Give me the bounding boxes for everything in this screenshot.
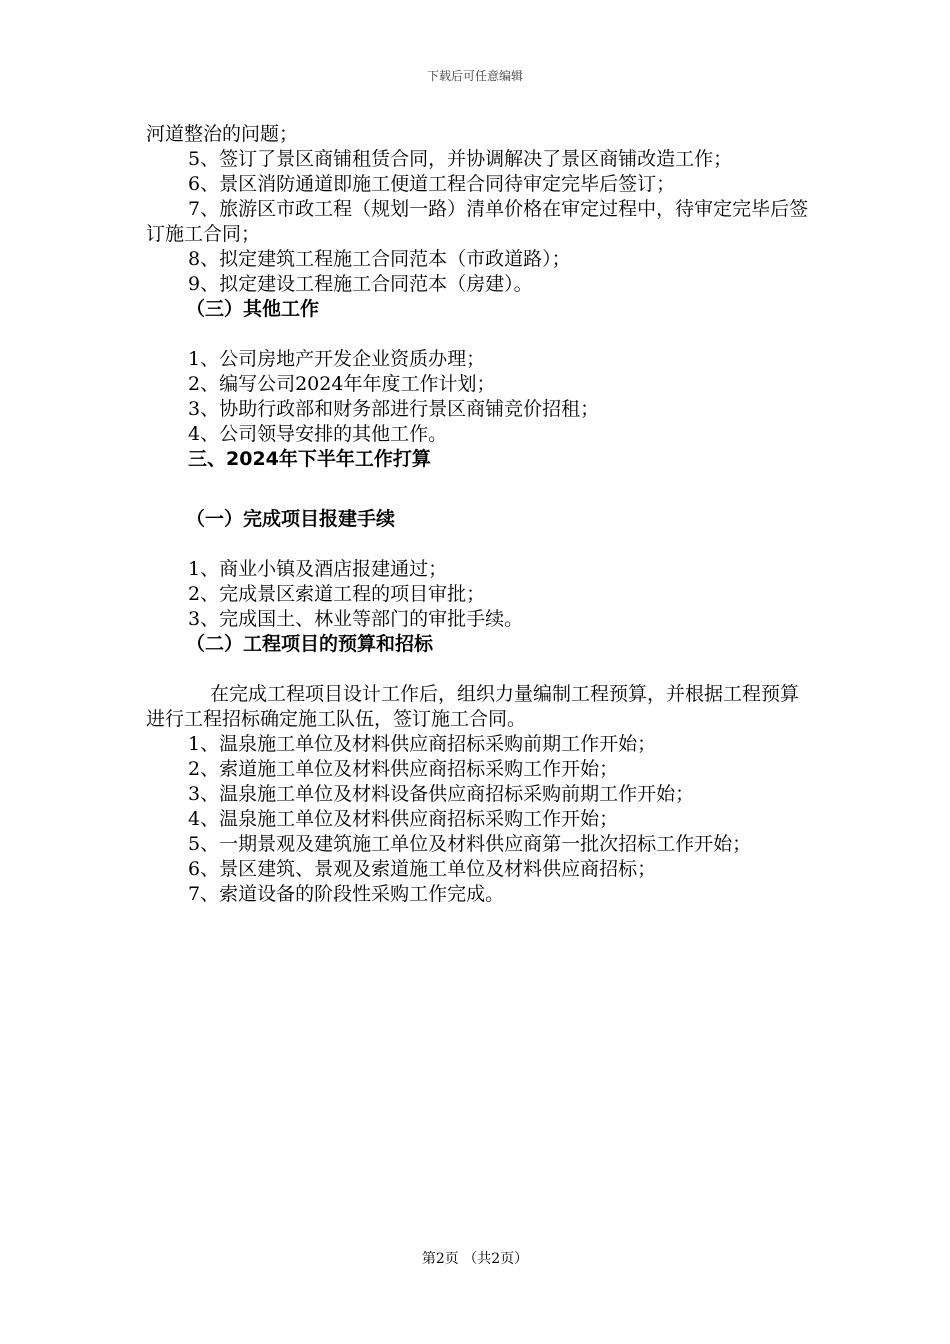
document-body [146,122,811,907]
continued-line: 河道整治的问题； [146,123,299,145]
section-heading: （一）完成项目报建手续 [186,508,396,530]
list-item: 6、景区消防通道即施工便道工程合同待审定完毕后签订； [188,173,676,195]
list-item: 1、商业小镇及酒店报建通过； [188,558,448,580]
list-item: 1、温泉施工单位及材料供应商招标采购前期工作开始； [188,733,657,755]
list-item: 5、一期景观及建筑施工单位及材料供应商第一批次招标工作开始； [188,833,752,855]
list-item: 3、协助行政部和财务部进行景区商铺竞价招租； [188,398,600,420]
list-item: 3、温泉施工单位及材料设备供应商招标采购前期工作开始； [188,783,695,805]
list-item: 6、景区建筑、景观及索道施工单位及材料供应商招标； [188,858,657,880]
list-item: 1、公司房地产开发企业资质办理； [188,348,486,370]
list-item: 9、拟定建设工程施工合同范本（房建）。 [188,273,533,295]
page-header: 下载后可任意编辑 [426,69,523,83]
part-heading: 三、2024年下半年工作打算 [188,448,431,470]
list-item: 3、完成国土、林业等部门的审批手续。 [188,608,524,630]
list-item: 2、索道施工单位及材料供应商招标采购工作开始； [188,758,619,780]
list-item: 7、索道设备的阶段性采购工作完成。 [188,883,505,905]
list-item: 4、公司领导安排的其他工作。 [188,423,448,445]
list-item: 5、签订了景区商铺租赁合同，并协调解决了景区商铺改造工作； [188,148,733,170]
list-item: 2、编写公司2024年年度工作计划； [188,373,496,395]
list-item: 4、温泉施工单位及材料供应商招标采购工作开始； [188,808,619,830]
page-footer: 第2页 （共2页） [421,1251,529,1267]
section-heading: （二）工程项目的预算和招标 [186,633,434,655]
paragraph: 在完成工程项目设计工作后，组织力量编制工程预算，并根据工程预算进行工程招标确定施工队伍，签订施工合同。 [146,683,800,730]
list-item: 8、拟定建筑工程施工合同范本（市政道路）； [188,248,571,270]
section-heading: （三）其他工作 [186,298,320,320]
list-item: 2、完成景区索道工程的项目审批； [188,583,486,605]
list-item: 7、旅游区市政工程（规划一路）清单价格在审定过程中，待审定完毕后签订施工合同； [146,198,809,245]
